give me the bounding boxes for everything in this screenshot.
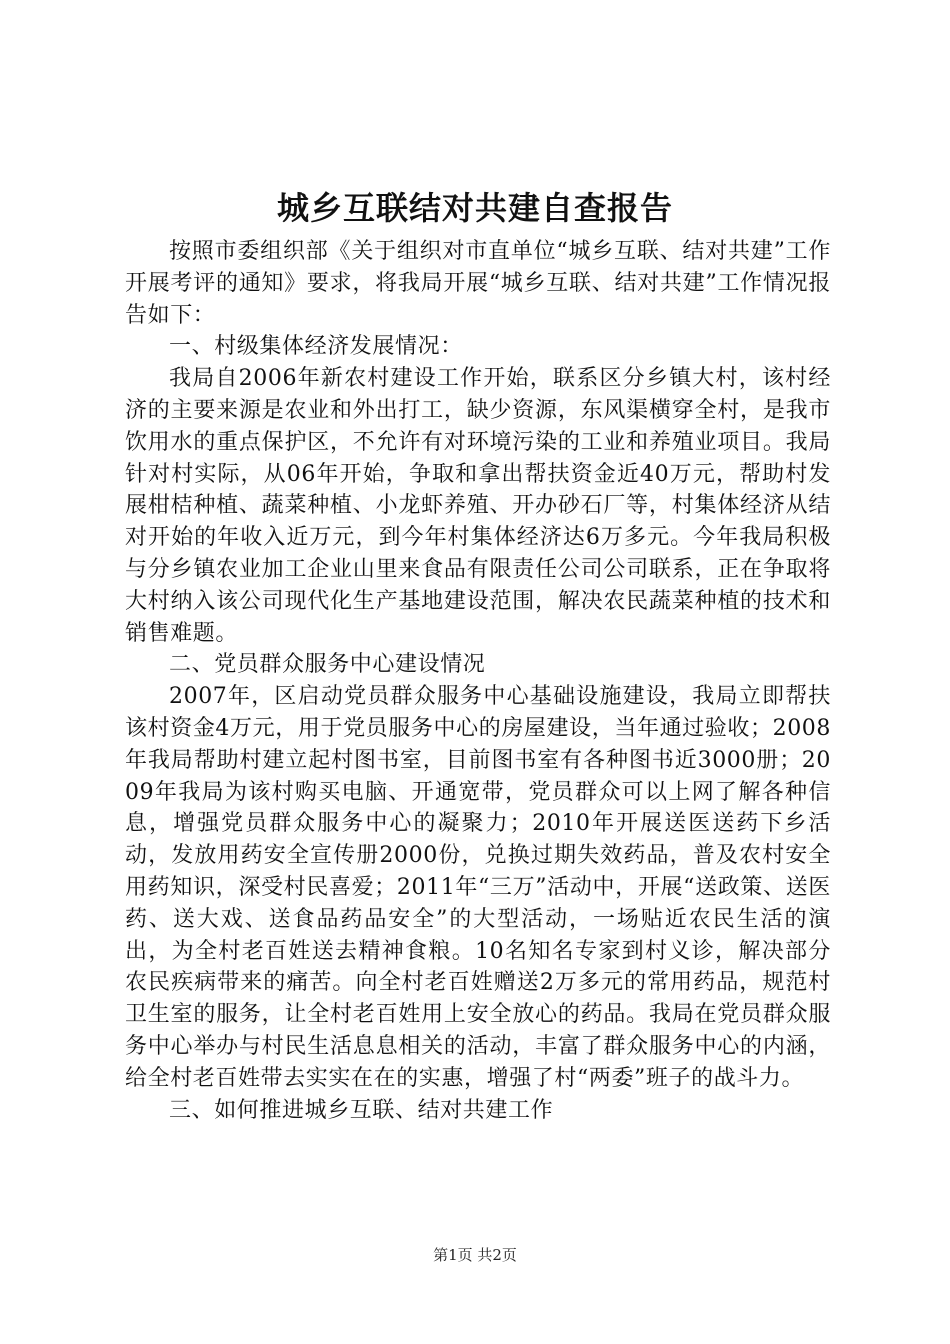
section-heading-3: 三、如何推进城乡互联、结对共建工作 — [169, 1097, 554, 1123]
section-heading-2: 二、党员群众服务中心建设情况 — [169, 652, 486, 678]
section-2-paragraph: 2007年，区启动党员群众服务中心基础设施建设，我局立即帮扶该村资金4万元，用于党员服务中心的房屋建设，当年通过验收；2008年我局帮助村建立起村图书室，目前图书室有各种图书近3000册；2009年我局为该村购买电脑、开通宽带，党员群众可以上网了解各种信息，增强党员群众服务中心的凝聚力；2010年开展送医送药下乡活动，发放用药安全宣传册2000份，兑换过期失效药品，普及农村安全用药知识，深受村民喜爱；2011年“三万”活动中，开展“送政策、送医药、送大戏、送食品药品安全”的大型活动，一场贴近农民生活的演出，为全村老百姓送去精神食粮。10名知名专家到村义诊，解决部分农民疾病带来的痛苦。向全村老百姓赠送2万多元的常用药品，规范村卫生室的服务，让全村老百姓用上安全放心的药品。我局在党员群众服务中心举办与村民生活息息相关的活动，丰富了群众服务中心的内涵，给全村老百姓带去实实在在的实惠，增强了村“两委”班子的战斗力。 — [125, 684, 831, 1091]
document-title: 城乡互联结对共建自查报告 — [276, 189, 673, 227]
document-body — [125, 236, 831, 1126]
page-footer — [0, 1244, 950, 1266]
section-1-paragraph: 我局自2006年新农村建设工作开始，联系区分乡镇大村，该村经济的主要来源是农业和外出打工，缺少资源，东风渠横穿全村，是我市饮用水的重点保护区，不允许有对环境污染的工业和养殖业项目。我局针对村实际，从06年开始，争取和拿出帮扶资金近40万元，帮助村发展柑桔种植、蔬菜种植、小龙虾养殖、开办砂石厂等，村集体经济从结对开始的年收入近万元，到今年村集体经济达6万多元。今年我局积极与分乡镇农业加工企业山里来食品有限责任公司公司联系，正在争取将大村纳入该公司现代化生产基地建设范围，解决农民蔬菜种植的技术和销售难题。 — [125, 366, 831, 646]
intro-paragraph: 按照市委组织部《关于组织对市直单位“城乡互联、结对共建”工作开展考评的通知》要求，将我局开展“城乡互联、结对共建”工作情况报告如下： — [125, 239, 831, 328]
section-heading-1: 一、村级集体经济发展情况： — [169, 334, 463, 360]
page-number: 第1页 共2页 — [433, 1246, 517, 1264]
